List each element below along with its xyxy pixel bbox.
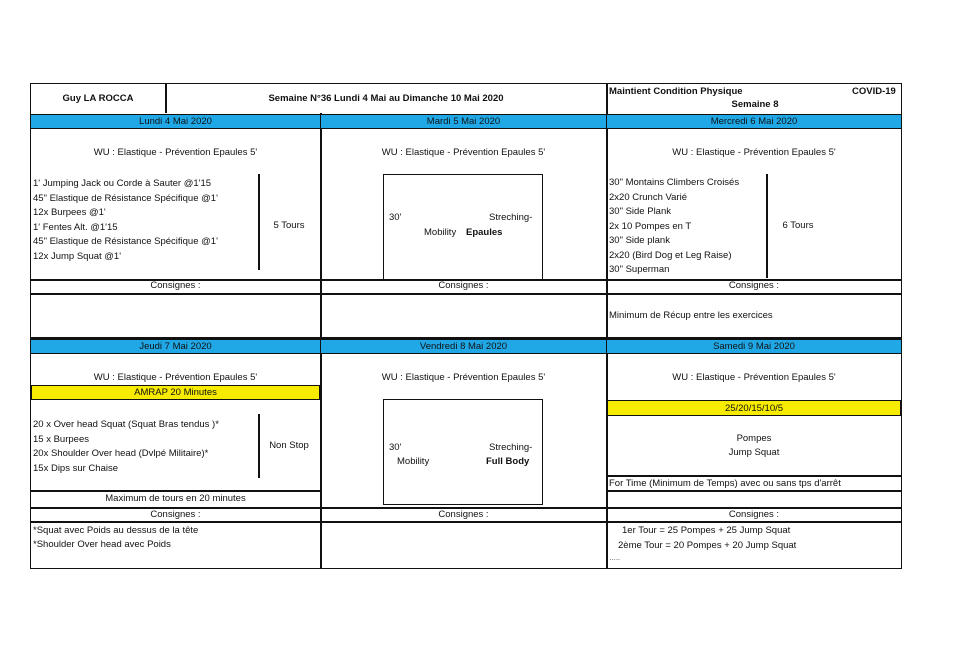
- samedi-exercise-2: Jump Squat: [728, 447, 780, 458]
- list-item: 20x Shoulder Over head (Dvlpé Militaire)*: [33, 448, 209, 459]
- note-samedi-3: …..: [609, 555, 620, 562]
- list-item: 1' Jumping Jack ou Corde à Sauter @1'15: [33, 178, 212, 189]
- streching-mardi: Streching-: [489, 212, 533, 223]
- list-item: 30" Montains Climbers Croisés: [609, 177, 740, 188]
- fortime-samedi: For Time (Minimum de Temps) avec ou sans tps d'arrêt: [609, 478, 841, 489]
- wu-jeudi: WU : Elastique - Prévention Epaules 5': [93, 372, 258, 383]
- exercise-list-mercredi: [609, 176, 739, 278]
- day-title-mardi: Mardi 5 Mai 2020: [426, 116, 501, 127]
- semaine-label: Semaine 8: [731, 99, 779, 110]
- list-item: 2x 10 Pompes en T: [609, 220, 692, 232]
- rounds-mercredi: 6 Tours: [782, 220, 814, 231]
- rounds-lundi: 5 Tours: [273, 220, 305, 231]
- note-mercredi: Minimum de Récup entre les exercices: [609, 310, 773, 321]
- wu-samedi: WU : Elastique - Prévention Epaules 5': [672, 372, 836, 383]
- fortime-bottom: [607, 490, 902, 492]
- athlete-name: Guy LA ROCCA: [62, 93, 134, 104]
- list-item: 45" Elastique de Résistance Spécifique @1': [33, 236, 218, 247]
- wu-lundi: WU : Elastique - Prévention Epaules 5': [93, 147, 258, 158]
- time-vendredi: 30': [389, 442, 402, 453]
- day-title-samedi: Samedi 9 Mai 2020: [713, 341, 795, 352]
- focus-mardi: Epaules: [466, 227, 503, 238]
- covid-tag: COVID-19: [852, 86, 896, 97]
- list-item: 12x Burpees @1': [33, 207, 106, 218]
- consignes-jeudi: Consignes :: [150, 509, 201, 520]
- mobility-mardi: Mobility: [424, 227, 457, 238]
- consignes-row1-bottom: [30, 293, 902, 295]
- consignes-vendredi: Consignes :: [438, 509, 489, 520]
- consignes-row2-bottom: [30, 521, 902, 523]
- week-title: Semaine N°36 Lundi 4 Mai au Dimanche 10 Mai 2020: [268, 93, 504, 104]
- wu-vendredi: WU : Elastique - Prévention Epaules 5': [381, 372, 546, 383]
- day-title-vendredi: Vendredi 8 Mai 2020: [419, 341, 508, 352]
- rounds-jeudi: Non Stop: [269, 440, 309, 451]
- wu-mercredi: WU : Elastique - Prévention Epaules 5': [672, 147, 836, 158]
- day-title-mercredi: Mercredi 6 Mai 2020: [710, 116, 798, 127]
- list-item: 2x20 Crunch Varié: [609, 191, 687, 203]
- consignes-mercredi: Consignes :: [728, 280, 780, 291]
- focus-vendredi: Full Body: [486, 456, 530, 467]
- streching-vendredi: Streching-: [489, 442, 533, 453]
- list-item: 15 x Burpees: [33, 433, 89, 445]
- list-item: 30" Side plank: [609, 235, 670, 246]
- day-title-jeudi: Jeudi 7 Mai 2020: [139, 341, 212, 352]
- header-divider-2: [606, 83, 608, 113]
- exercise-list-lundi: [33, 177, 218, 264]
- list-item: 2x20 (Bird Dog et Leg Raise): [609, 249, 732, 261]
- max-rounds-jeudi: Maximum de tours en 20 minutes: [105, 493, 246, 504]
- exercise-list-jeudi: [33, 418, 219, 476]
- list-item: 30" Side Plank: [609, 206, 671, 217]
- list-item: 12x Jump Squat @1': [33, 250, 122, 262]
- mobility-box-mardi: [383, 174, 543, 280]
- consignes-mardi: Consignes :: [438, 280, 489, 291]
- note-samedi-2: 2ème Tour = 20 Pompes + 20 Jump Squat: [618, 540, 797, 551]
- program-title: Maintient Condition Physique: [609, 86, 743, 97]
- list-item: 1' Fentes Alt. @1'15: [33, 221, 118, 233]
- mobility-vendredi: Mobility: [397, 456, 430, 467]
- samedi-exercise-1: Pompes: [736, 433, 772, 444]
- consignes-lundi: Consignes :: [150, 280, 201, 291]
- note-samedi-1: 1er Tour = 25 Pompes + 25 Jump Squat: [622, 525, 791, 536]
- scheme-label: 25/20/15/10/5: [724, 403, 784, 414]
- day-title-lundi: Lundi 4 Mai 2020: [139, 116, 212, 127]
- list-item: 45" Elastique de Résistance Spécifique @1': [33, 192, 218, 204]
- note-jeudi-1: *Squat avec Poids au dessus de la tête: [33, 525, 199, 536]
- wu-mardi: WU : Elastique - Prévention Epaules 5': [381, 147, 546, 158]
- time-mardi: 30': [389, 212, 402, 223]
- list-item: 30" Superman: [609, 264, 670, 275]
- list-item: 20 x Over head Squat (Squat Bras tendus )*: [33, 419, 219, 430]
- list-item: 15x Dips sur Chaise: [33, 462, 119, 474]
- consignes-samedi: Consignes :: [728, 509, 780, 520]
- amrap-label: AMRAP 20 Minutes: [134, 387, 217, 398]
- note-jeudi-2: *Shoulder Over head avec Poids: [33, 539, 171, 550]
- fortime-top: [607, 475, 902, 477]
- max-row-top: [30, 490, 321, 492]
